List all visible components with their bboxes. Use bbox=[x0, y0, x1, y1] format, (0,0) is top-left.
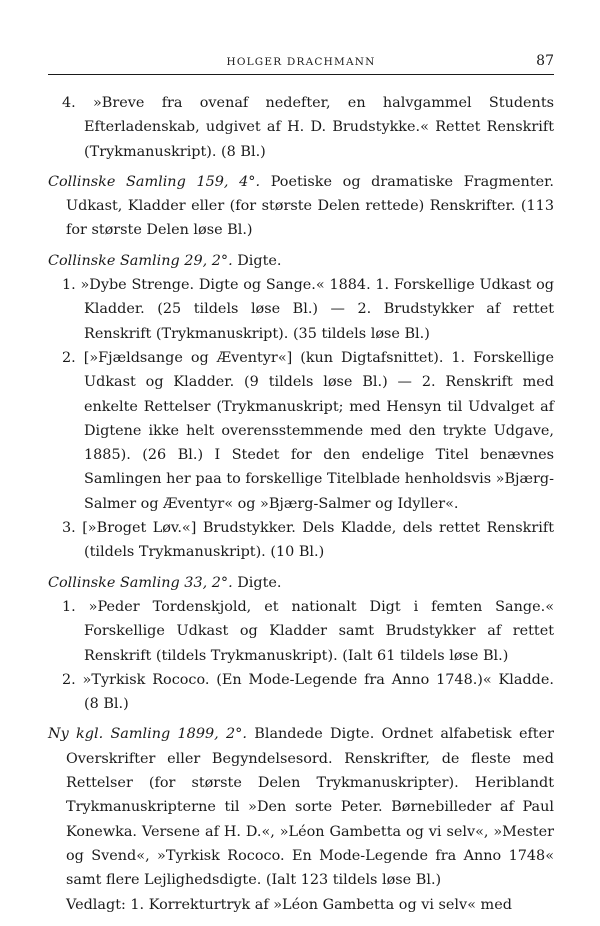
list-item: 2. [»Fjældsange og Æventyr«] (kun Digtafsnittet). 1. Forskellige Udkast og Kladder. (9 tildels løse Bl.) — 2. Renskrift med enkelte Rettelser (Trykmanuskript; med Hensyn til Udvalget af Digtene ikke helt overensstemmende med den trykte Udgave, 1885). (26 Bl.) I Stedet for den endelige Titel benævnes Samlingen her paa to forskellige Titelblade henholdsvis »Bjærg-Salmer og Æventyr« og »Bjærg-Salmer og Idyller«. bbox=[62, 349, 554, 512]
collection-reference: Ny kgl. Samling 1899, 2°. bbox=[48, 726, 247, 743]
section-text: Digte. bbox=[232, 252, 282, 269]
running-header bbox=[48, 48, 554, 75]
collection-reference: Collinske Samling 159, 4°. bbox=[48, 173, 261, 190]
section-collinske-29 bbox=[48, 249, 554, 273]
section-text: Poetiske og dramatiske Fragmenter. Udkast, Kladder eller (for største Delen rettede) Renskrifter. (113 for største Delen løse Bl.) bbox=[66, 173, 554, 239]
collection-reference: Collinske Samling 29, 2°. bbox=[48, 252, 233, 269]
list-item: 1. »Dybe Strenge. Digte og Sange.« 1884. 1. Forskellige Udkast og Kladder. (25 tildels løse Bl.) — 2. Brudstykker af rettet Renskrift (Trykmanuskript). (35 tildels løse Bl.) bbox=[62, 277, 554, 342]
list-item: 4. »Breve fra ovenaf nedefter, en halvgammel Students Efterladenskab, udgivet af H. D. Brudstykke.« Rettet Renskrift (Trykmanuskript). (8 Bl.) bbox=[62, 95, 554, 160]
section-collinske-33 bbox=[48, 571, 554, 595]
list-item: 3. [»Broget Løv.«] Brudstykker. Dels Kladde, dels rettet Renskrift (tildels Trykmanuskript). (10 Bl.) bbox=[62, 520, 554, 561]
page-number: 87 bbox=[536, 53, 554, 69]
collection-reference: Collinske Samling 33, 2°. bbox=[48, 574, 233, 591]
section-text: Digte. bbox=[232, 574, 282, 591]
list-item: 1. »Peder Tordenskjold, et nationalt Digt i femten Sange.« Forskellige Udkast og Kladder samt Brudstykker af rettet Renskrift (tildels Trykmanuskript). (Ialt 61 tildels løse Bl.) bbox=[62, 598, 554, 664]
section-ny-kgl-1899 bbox=[48, 722, 554, 892]
page-body bbox=[48, 91, 554, 917]
enclosure-line: Vedlagt: 1. Korrekturtryk af »Léon Gambetta og vi selv« med bbox=[66, 896, 512, 913]
list-item: 2. »Tyrkisk Rococo. (En Mode-Legende fra Anno 1748.)« Kladde. (8 Bl.) bbox=[62, 671, 554, 713]
page bbox=[48, 48, 554, 917]
section-text: Blandede Digte. Ordnet alfabetisk efter Overskrifter eller Begyndelsesord. Renskrifter, de fleste med Rettelser (for største Delen Trykmanuskripter). Heriblandt Trykmanuskripterne til »Den sorte Peter. Børnebilleder af Paul Konewka. Versene af H. D.«, »Léon Gambetta og vi selv«, »Mester og Svend«, »Tyrkisk Rococo. En Mode-Legende fra Anno 1748« samt flere Lejlighedsdigte. (Ialt 123 tildels løse Bl.) bbox=[66, 726, 554, 889]
running-title: HOLGER DRACHMANN bbox=[226, 56, 376, 68]
section-collinske-159 bbox=[48, 170, 554, 243]
